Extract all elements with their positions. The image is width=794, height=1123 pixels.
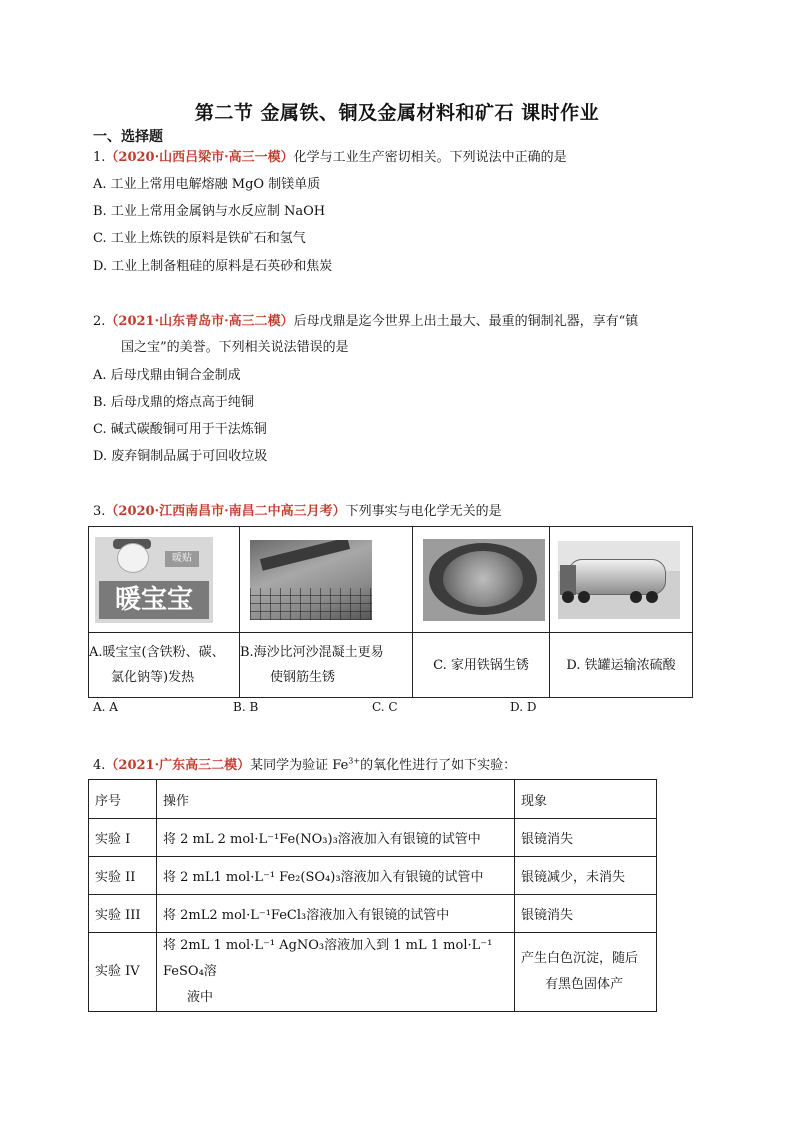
superscript: 3+ bbox=[348, 756, 361, 766]
cell-line: 有黑色固体产 bbox=[545, 977, 624, 992]
option-b: B. B bbox=[233, 700, 259, 714]
header-cell: 操作 bbox=[157, 780, 515, 819]
experiment-table bbox=[88, 779, 657, 1012]
table-row bbox=[89, 819, 657, 857]
option-d: D. 废弃铜制品属于可回收垃圾 bbox=[93, 449, 268, 464]
caption-a bbox=[89, 633, 240, 698]
concrete-pour-image bbox=[250, 540, 372, 620]
option-a: A. 后母戊鼎由铜合金制成 bbox=[93, 368, 241, 383]
iron-wok-image bbox=[423, 539, 545, 621]
table-cell: 将 2mL2 mol·L⁻¹FeCl₃溶液加入有银镜的试管中 bbox=[157, 895, 515, 933]
table-header-row bbox=[89, 780, 657, 819]
option-d: D. 工业上制备粗硅的原料是石英砂和焦炭 bbox=[93, 259, 333, 274]
table-cell: 银镜消失 bbox=[515, 895, 657, 933]
question-text: 化学与工业生产密切相关。下列说法中正确的是 bbox=[293, 150, 567, 165]
table-cell: 银镜减少，未消失 bbox=[515, 857, 657, 895]
cell-line: 产生白色沉淀，随后 bbox=[521, 951, 639, 966]
table-cell bbox=[515, 933, 657, 1012]
question-text: 某同学为验证 Fe bbox=[250, 758, 349, 773]
caption-d: D. 铁罐运输浓硫酸 bbox=[550, 633, 693, 698]
option-c: C. 碱式碳酸铜可用于干法炼铜 bbox=[93, 422, 267, 437]
option-c: C. C bbox=[372, 700, 398, 714]
question-2-stem-cont: 国之宝”的美誉。下列相关说法错误的是 bbox=[121, 340, 349, 355]
table-cell: 将 2 mL 2 mol·L⁻¹Fe(NO₃)₃溶液加入有银镜的试管中 bbox=[157, 819, 515, 857]
question-number: 3. bbox=[93, 504, 106, 519]
cell-line: 将 2mL 1 mol·L⁻¹ AgNO₃溶液加入到 1 mL 1 mol·L⁻¹ FeSO₄溶 bbox=[163, 938, 493, 979]
table-row bbox=[89, 933, 657, 1012]
header-cell: 序号 bbox=[89, 780, 157, 819]
question-4-stem bbox=[93, 754, 516, 773]
question-number: 4. bbox=[93, 758, 106, 773]
caption-b-line1: B.海沙比河沙混凝土更易 bbox=[240, 645, 384, 660]
image-cell-d bbox=[550, 527, 693, 633]
image-cell-c bbox=[413, 527, 550, 633]
tanker-truck-image bbox=[558, 541, 680, 619]
table-row bbox=[89, 895, 657, 933]
table-cell: 实验 III bbox=[89, 895, 157, 933]
option-a: A. 工业上常用电解熔融 MgO 制镁单质 bbox=[93, 177, 321, 192]
table-cell bbox=[157, 933, 515, 1012]
question-text: 下列事实与电化学无关的是 bbox=[345, 504, 502, 519]
question-source: （2021·广东高三二模） bbox=[105, 758, 251, 773]
table-cell: 将 2 mL1 mol·L⁻¹ Fe₂(SO₄)₃溶液加入有银镜的试管中 bbox=[157, 857, 515, 895]
header-cell: 现象 bbox=[515, 780, 657, 819]
option-b: B. 工业上常用金属钠与水反应制 NaOH bbox=[93, 204, 326, 219]
cell-line: 液中 bbox=[187, 990, 214, 1005]
image-cell-a bbox=[89, 527, 240, 633]
question-number: 2. bbox=[93, 314, 106, 329]
question-text: 后母戊鼎是迄今世界上出土最大、最重的铜制礼器，享有“镇 bbox=[293, 314, 639, 329]
option-c: C. 工业上炼铁的原料是铁矿石和氢气 bbox=[93, 231, 306, 246]
image-cell-b bbox=[240, 527, 413, 633]
table-cell: 实验 I bbox=[89, 819, 157, 857]
option-d: D. D bbox=[510, 700, 537, 714]
question-source: （2020·山西吕梁市·高三一模） bbox=[105, 150, 294, 165]
table-cell: 实验 IV bbox=[89, 933, 157, 1012]
image-label: 暖宝宝 bbox=[99, 581, 209, 619]
caption-c: C. 家用铁锅生锈 bbox=[413, 633, 550, 698]
table-row bbox=[89, 857, 657, 895]
question-3-stem bbox=[93, 500, 502, 519]
question-2-stem bbox=[93, 310, 638, 329]
caption-b bbox=[240, 633, 413, 698]
caption-a-line2: 氯化钠等)发热 bbox=[111, 670, 195, 685]
section-heading: 一、选择题 bbox=[93, 129, 163, 145]
option-b: B. 后母戊鼎的熔点高于纯铜 bbox=[93, 395, 254, 410]
question-1-stem bbox=[93, 146, 567, 165]
question-source: （2021·山东青岛市·高三二模） bbox=[105, 314, 294, 329]
table-cell: 银镜消失 bbox=[515, 819, 657, 857]
page-title: 第二节 金属铁、铜及金属材料和矿石 课时作业 bbox=[194, 102, 600, 124]
table-cell: 实验 II bbox=[89, 857, 157, 895]
question-number: 1. bbox=[93, 150, 106, 165]
image-label: 暖贴 bbox=[165, 551, 199, 567]
hand-warmer-image bbox=[95, 537, 213, 623]
caption-b-line2: 使钢筋生锈 bbox=[270, 670, 336, 685]
caption-a-line1: A.暖宝宝(含铁粉、碳、 bbox=[89, 645, 225, 660]
question-source: （2020·江西南昌市·南昌二中高三月考） bbox=[105, 504, 346, 519]
option-a: A. A bbox=[93, 700, 118, 714]
question-text-cont: 的氧化性进行了如下实验： bbox=[360, 758, 517, 773]
question-3-image-table bbox=[88, 526, 693, 698]
